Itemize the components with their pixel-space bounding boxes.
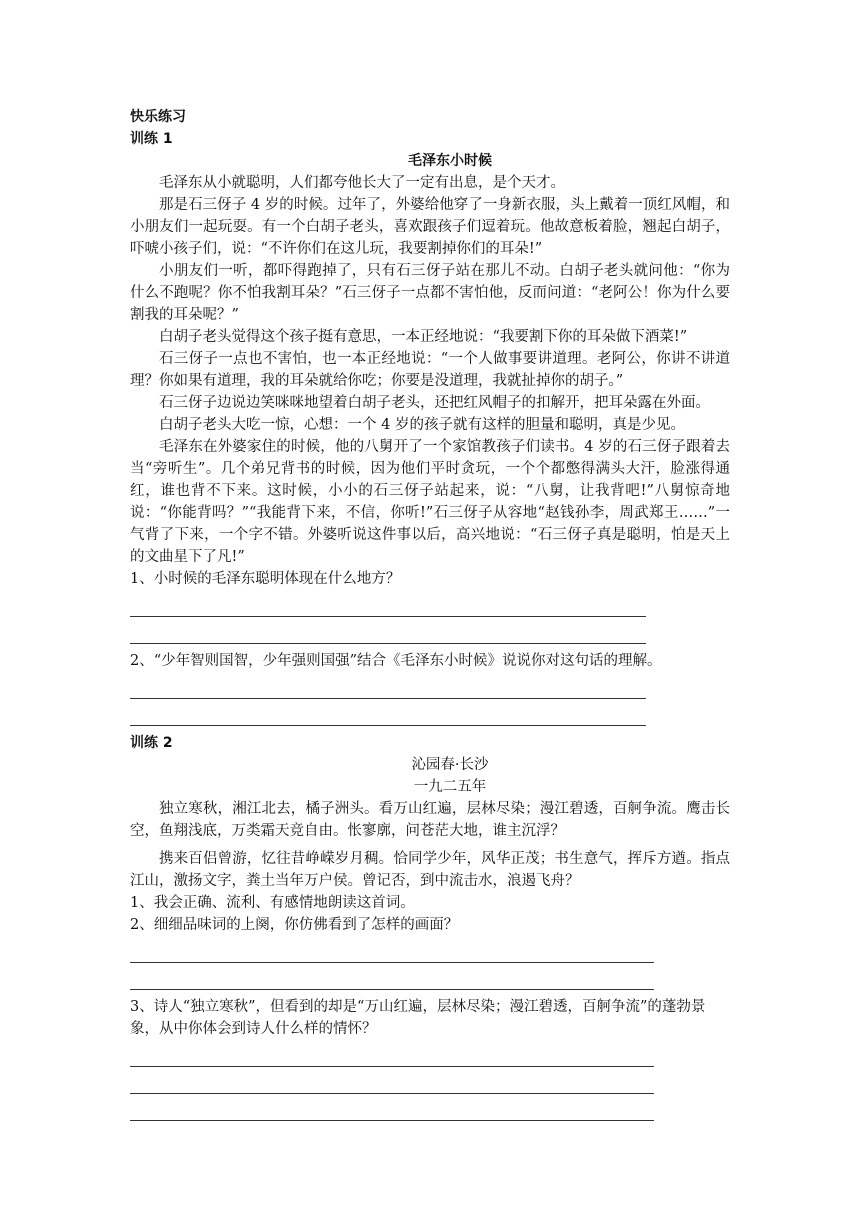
poem-title: 沁园春·长沙 [411,757,489,773]
answer-line[interactable] [130,936,654,963]
answer-line[interactable] [130,590,646,617]
poem-stanza: 携来百侣曾游，忆往昔峥嵘岁月稠。恰同学少年，风华正茂；书生意气，挥斥方遒。指点江山，激扬文字，粪土当年万户侯。曾记否，到中流击水，浪遏飞舟？ [130,851,730,889]
answer-line[interactable] [130,699,646,726]
story-paragraph: 石三伢子一点也不害怕，也一本正经地说：“一个人做事要讲道理。老阿公，你讲不讲道理？你如果有道理，我的耳朵就给你吃；你要是没道理，我就扯掉你的胡子。” [130,351,730,389]
story-paragraph: 白胡子老头觉得这个孩子挺有意思，一本正经地说：“我要割下你的耳朵做下酒菜!” [159,329,688,345]
story-paragraph: 那是石三伢子 4 岁的时候。过年了，外婆给他穿了一身新衣服，头上戴着一顶红风帽，和小朋友们一起玩耍。有一个白胡子老头，喜欢跟孩子们逗着玩。他故意板着脸，翘起白胡子，吓唬小孩子们，说：“不许你们在这儿玩，我要割掉你们的耳朵!” [130,197,730,257]
training-2-label: 训练 2 [130,735,173,751]
poem-question-3: 3、诗人“独立寒秋”，但看到的却是“万山红遍，层林尽染；漫江碧透，百舸争流”的蓬勃景象，从中你体会到诗人什么样的情怀？ [130,999,706,1037]
story-paragraph: 白胡子老头大吃一惊，心想：一个 4 岁的孩子就有这样的胆量和聪明，真是少见。 [159,417,685,433]
poem-stanza: 独立寒秋，湘江北去，橘子洲头。看万山红遍，层林尽染；漫江碧透，百舸争流。鹰击长空，鱼翔浅底，万类霜天竞自由。怅寥廓，问苍茫大地，谁主沉浮？ [130,801,730,839]
document-page [130,106,730,1121]
poem-question-1: 1、我会正确、流利、有感情地朗读这首词。 [130,895,415,911]
story-paragraph: 小朋友们一听，都吓得跑掉了，只有石三伢子站在那儿不动。白胡子老头就问他：“你为什么不跑呢？你不怕我割耳朵？”石三伢子一点都不害怕他，反而问道：“老阿公！你为什么要割我的耳朵呢？” [130,263,730,323]
story-paragraph: 石三伢子边说边笑咪咪地望着白胡子老头，还把红风帽子的扣解开，把耳朵露在外面。 [159,395,710,411]
section-heading: 快乐练习 [130,109,186,125]
poem-year: 一九二五年 [413,779,487,795]
training-1-label: 训练 1 [130,131,173,147]
answer-line[interactable] [130,617,646,644]
answer-line[interactable] [130,963,654,990]
answer-line[interactable] [130,1067,654,1094]
question-2: 2、“少年智则国智，少年强则国强”结合《毛泽东小时候》说说你对这句话的理解。 [130,653,662,669]
answer-line[interactable] [130,1040,654,1067]
story-paragraph: 毛泽东从小就聪明，人们都夸他长大了一定有出息，是个天才。 [159,175,565,191]
story-paragraph: 毛泽东在外婆家住的时候，他的八舅开了一个家馆教孩子们读书。4 岁的石三伢子跟着去当“旁听生”。几个弟兄背书的时候，因为他们平时贪玩，一个个都憋得满头大汗，脸涨得通红，谁也背不下来。这时候，小小的石三伢子站起来，说：“八舅，让我背吧!”八舅惊奇地说：“你能背吗？”“我能背下来，不信，你听!”石三伢子从容地“赵钱孙李，周武郑王……”一气背了下来，一个字不错。外婆听说这件事以后，高兴地说：“石三伢子真是聪明，怕是天上的文曲星下了凡!” [130,439,730,565]
question-1: 1、小时候的毛泽东聪明体现在什么地方？ [130,571,401,587]
answer-line[interactable] [130,1094,654,1121]
answer-line[interactable] [130,672,646,699]
poem-question-2: 2、细细品味词的上阕，你仿佛看到了怎样的画面？ [130,917,459,933]
story-title: 毛泽东小时候 [408,153,492,169]
